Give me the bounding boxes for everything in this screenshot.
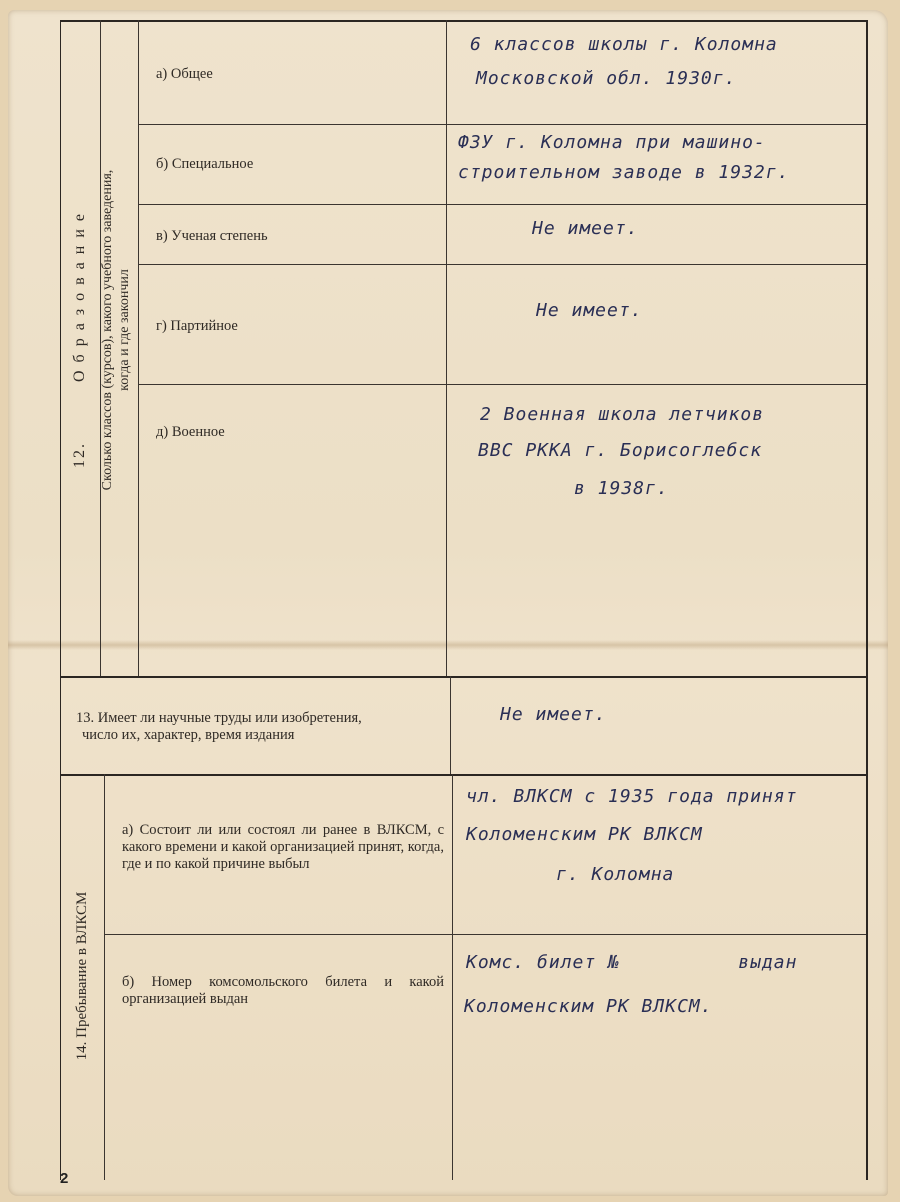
answer-14b-line-1: Комс. билет № выдан <box>466 952 798 973</box>
answer-special-line-1: ФЗУ г. Коломна при машино- <box>458 132 766 153</box>
left-border <box>60 20 61 1180</box>
section-13-line-2: число их, характер, время издания <box>82 727 295 743</box>
section-12-heading: О б р а з о в а н и е <box>71 212 88 382</box>
subtitle-line-2: когда и где закончил <box>117 269 132 391</box>
top-border <box>60 20 868 22</box>
row-label-party: г) Партийное <box>156 318 238 334</box>
sec14-col-line-2 <box>452 774 453 1180</box>
answer-military-line-3: в 1938г. <box>574 478 669 499</box>
answer-general-line-1: 6 классов школы г. Коломна <box>470 34 778 55</box>
row-sep-3 <box>138 264 866 265</box>
subtitle-line-1: Сколько классов (курсов), какого учебного заведения, <box>100 169 115 491</box>
row-label-general: а) Общее <box>156 66 213 82</box>
section-14-title: 14. Пребывание в ВЛКСМ <box>74 891 90 1061</box>
row-sep-1 <box>138 124 866 125</box>
answer-military-line-1: 2 Военная школа летчиков <box>480 404 765 425</box>
section-13-question <box>76 710 446 744</box>
section-13-bottom <box>60 774 866 776</box>
answer-14a-line-1: чл. ВЛКСМ с 1935 года принят <box>466 786 798 807</box>
answer-military-line-2: ВВС РККА г. Борисоглебск <box>478 440 763 461</box>
answer-degree: Не имеет. <box>532 218 639 239</box>
answer-special-line-2: строительном заводе в 1932г. <box>458 162 790 183</box>
sec14-row-sep <box>104 934 866 935</box>
section-14b-question: б) Номер комсомольского билета и какой организацией выдан <box>122 974 444 1007</box>
col-line-2 <box>138 20 139 676</box>
sec13-col-line <box>450 676 451 774</box>
answer-general-line-2: Московской обл. 1930г. <box>476 68 737 89</box>
section-14a-question: а) Состоит ли или состоял ли ранее в ВЛКСМ, с какого времени и какой организацией принят, когда, где и по какой причине выбыл <box>122 822 444 872</box>
answer-section-13: Не имеет. <box>500 704 607 725</box>
answer-14a-line-2: Коломенским РК ВЛКСМ <box>466 824 703 845</box>
section-12-subtitle <box>99 30 135 630</box>
section-12-bottom <box>60 676 866 678</box>
page-number: 2 <box>60 1170 69 1187</box>
row-sep-2 <box>138 204 866 205</box>
sec14-col-line-1 <box>104 774 105 1180</box>
right-border <box>866 20 868 1180</box>
row-sep-4 <box>138 384 866 385</box>
row-label-degree: в) Ученая степень <box>156 228 268 244</box>
section-13-line-1: 13. Имеет ли научные труды или изобретения, <box>76 710 362 726</box>
answer-party: Не имеет. <box>536 300 643 321</box>
answer-14a-line-3: г. Коломна <box>556 864 675 885</box>
col-line-3 <box>446 20 447 676</box>
section-12-number: 12. <box>71 442 88 468</box>
section-12-title <box>67 40 93 640</box>
row-label-military: д) Военное <box>156 424 225 440</box>
row-label-special: б) Специальное <box>156 156 254 172</box>
answer-14b-line-2: Коломенским РК ВЛКСМ. <box>464 996 713 1017</box>
